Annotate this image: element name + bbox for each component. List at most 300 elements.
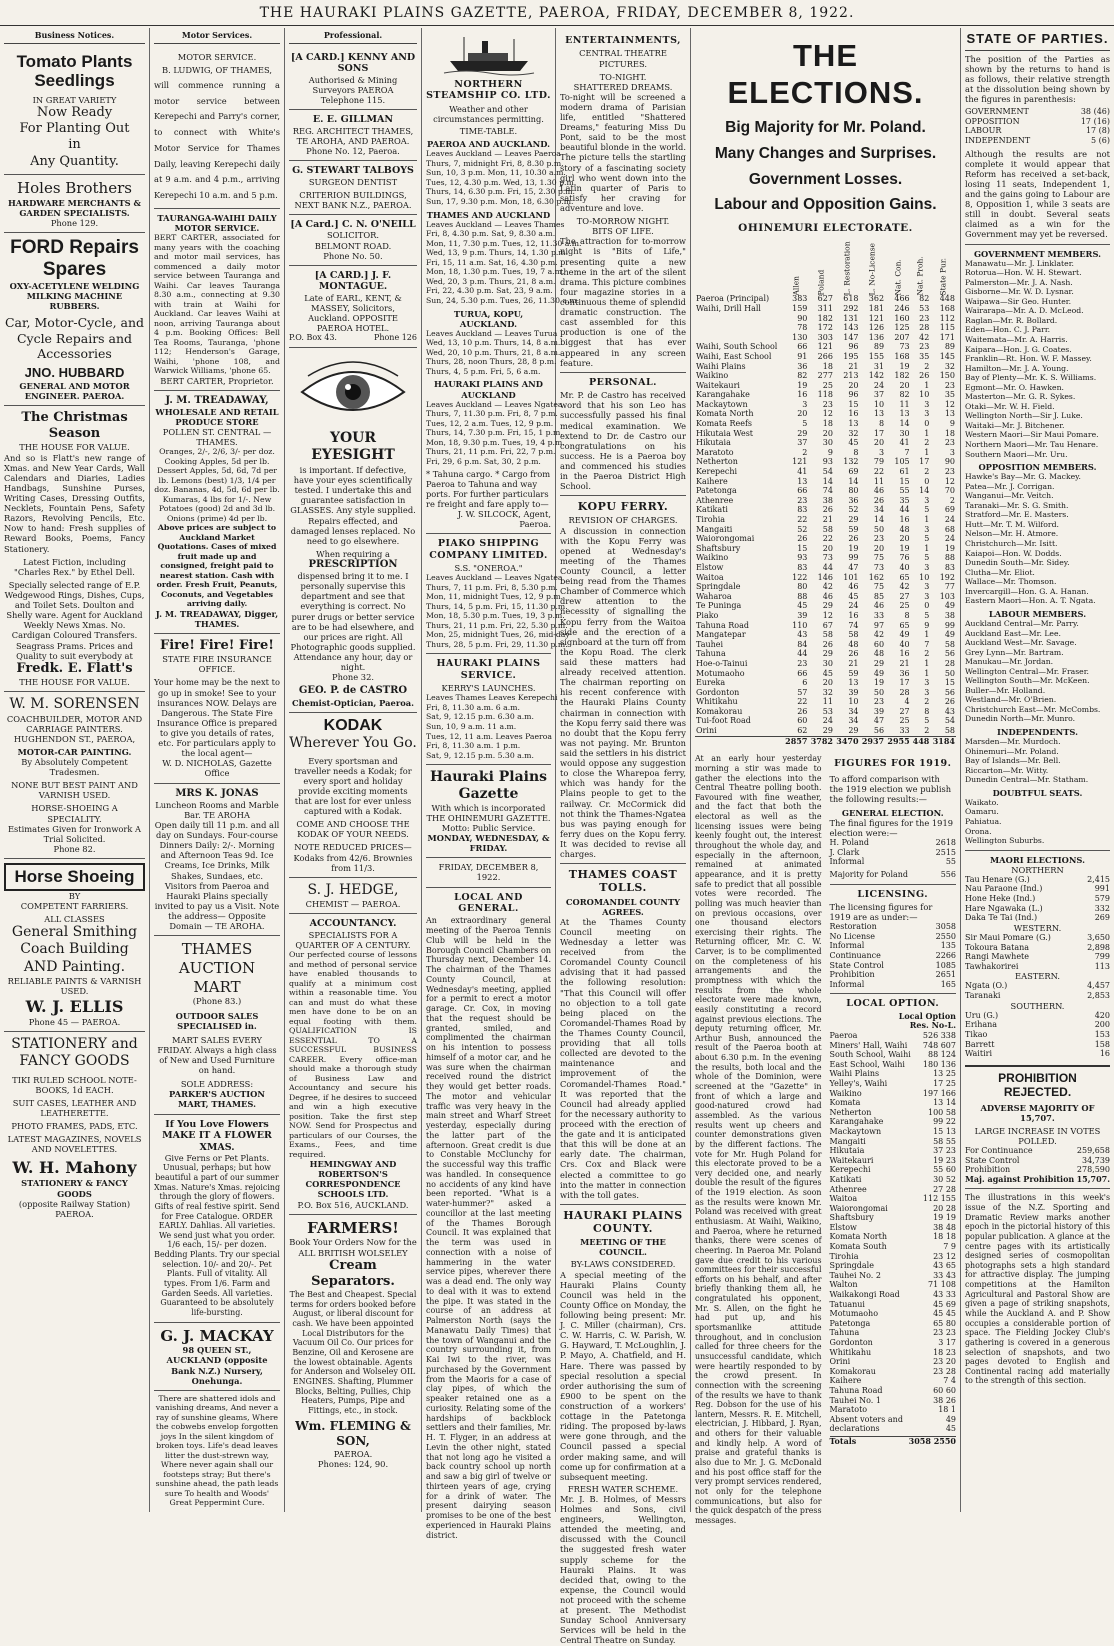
table-row — [695, 467, 956, 477]
kv-row — [830, 1031, 957, 1041]
table-cell: 69 — [944, 505, 955, 515]
table-cell: 5 — [924, 716, 930, 726]
list-title: INDEPENDENTS. — [997, 726, 1078, 737]
list-item: Masterton—Mr. G. R. Sykes. — [965, 392, 1076, 402]
text-line: EASTERN. — [1015, 971, 1060, 982]
table-cell: 14 — [822, 476, 833, 486]
electorate-title: OHINEMURI ELECTORATE. — [738, 221, 913, 234]
timetable-row: Mon, 25, midnight Tues, 26, mid-day — [426, 630, 570, 640]
kv-row — [830, 1127, 957, 1137]
table-row — [695, 390, 956, 400]
text-line: The licensing figures for 1919 are as under:— — [829, 902, 933, 923]
table-cell: 44 — [822, 562, 833, 572]
table-cell: 52 — [797, 524, 808, 534]
list-title: LABOUR MEMBERS. — [988, 608, 1087, 619]
table-cell: 73 — [899, 342, 910, 352]
section-title: ENTERTAINMENTS, — [565, 35, 681, 46]
table-cell: 105 — [894, 457, 910, 467]
ad-line: IN GREAT VARIETY — [32, 94, 117, 105]
list-item: Raglan—Mr. R. Bollard. — [965, 315, 1058, 325]
ad-line: Phone 32. — [331, 672, 374, 683]
ad-line: STATIONERY & FANCY GOODS — [21, 1178, 128, 1199]
ad-line: MILKING MACHINE RUBBERS. — [26, 290, 123, 311]
ad-line: SPECIALISTS FOR A QUARTER OF A CENTURY. — [295, 929, 411, 951]
talboys-card — [289, 161, 417, 215]
kv-value: 3058 — [908, 1435, 931, 1446]
column-header — [808, 236, 834, 294]
table-cell: 1 — [924, 658, 930, 668]
kv-label: Waikino — [829, 1088, 862, 1098]
holes-ad — [4, 175, 145, 233]
table-cell: 14 — [899, 419, 910, 429]
ad-body: Your home may be the next to go up in smoke! See to your insurances NOW. Delays are Dangerous. The State Fire Insurance Office is prepared to give you details of rates, etc. For particulars apply to the local agent— — [154, 677, 280, 759]
kv-value: 43 65 — [933, 1261, 956, 1271]
table-cell: 15 — [797, 543, 808, 553]
kv-value: 15,707. — [1076, 1173, 1110, 1184]
booth-name: Mackaytown — [696, 399, 748, 409]
kv-row — [965, 933, 1110, 943]
list-item: Orona. — [965, 826, 992, 836]
column-header-label: Allen — [791, 276, 801, 296]
ad-title: STATIONERY and FANCY GOODS — [11, 1035, 138, 1070]
ad-body: Specially selected range of E.P. Wedgewood Rings, Dishes, Cups, and Toilet Sets. Doulton and Shelly ware. Agent for Auckland Weekly News Xmas. No. Cardigan Coloured Transfers. Seagrass Prams. Prices and Quality to suit everybody at — [4, 579, 145, 661]
kv-value: 15 13 — [933, 1126, 956, 1136]
kv-label: Kaihere — [829, 1376, 862, 1386]
table-cell: 7 — [904, 447, 910, 457]
table-cell: 19 — [899, 361, 910, 371]
member-list — [965, 472, 1110, 606]
timetable-row: Thurs, 28, noon Thurs, 28, 8 p.m. — [426, 357, 557, 367]
table-cell: 30 — [899, 428, 910, 438]
table-cell: 383 — [792, 294, 808, 304]
table-cell: 54 — [944, 716, 955, 726]
table-cell: 56 — [944, 649, 955, 659]
member-list — [965, 798, 1110, 846]
kv-value: 7 9 — [943, 1242, 956, 1252]
column-header-label: L. Restoration — [842, 241, 852, 296]
ad-line: Phone 129. — [50, 217, 99, 228]
timetable-row: Thurs, 21, 11 p.m. Fri, 22, 5.30 p.m. — [426, 620, 568, 630]
table-cell: 19 — [899, 543, 910, 553]
kv-value: 18 1 — [938, 1405, 956, 1415]
ludwig-ad — [154, 48, 280, 209]
table-cell: 3782 — [808, 736, 834, 746]
maori-results — [965, 981, 1110, 1000]
kenny-card — [289, 48, 417, 110]
booth-name: Komata North — [696, 409, 754, 419]
kv-value: 113 — [1094, 961, 1110, 971]
kv-label: Hikutaia — [829, 1146, 865, 1156]
table-cell: 5 — [924, 534, 930, 544]
ad-title: Fire! Fire! Fire! — [159, 637, 275, 653]
ad-line: Late of EARL, KENT, & MASSEY, Solicitors, Auckland. OPPOSITE PAEROA HOTEL. — [304, 292, 402, 334]
table-cell: 28 — [919, 323, 930, 333]
timetable-heading: PAEROA AND AUCKLAND. — [426, 139, 551, 150]
table-cell: 3 — [924, 678, 930, 688]
table-cell: 74 — [848, 620, 859, 630]
ad-line: J. M. TREADAWAY, Digger, THAMES. — [155, 608, 279, 629]
text-line: SHATTERED DREAMS. — [573, 81, 673, 92]
kv-row — [830, 1156, 957, 1166]
kv-label: Komata South — [829, 1242, 887, 1252]
booth-name: Hikutaia West — [696, 428, 754, 438]
elections-subheadline: Government Losses. — [748, 170, 903, 188]
table-cell: 49 — [873, 668, 885, 678]
kv-value: 556 — [940, 870, 956, 880]
timetable-row: Fri, 15, 11 a.m. Sat, 16, 4.30 p.m. — [426, 257, 558, 267]
list-item: Manawatu—Mr. J. Linklater. — [965, 258, 1074, 268]
table-cell: 110 — [792, 620, 808, 630]
table-cell: 121 — [792, 457, 808, 467]
list-item: Hamilton—Mr. J. A. Young. — [965, 363, 1069, 373]
table-cell: 20 — [899, 534, 910, 544]
table-cell: 21 — [848, 361, 859, 371]
table-cell: 112 — [939, 313, 955, 323]
ad-line: Estimates Given for Ironwork A Trial Solicited. — [7, 823, 142, 844]
ad-body: Every sportsman and traveller needs a Kodak; for every sport and holiday provide exciting moments that are lost for ever unless captured with a Kodak. — [294, 755, 412, 817]
table-cell: 23 — [944, 380, 955, 390]
table-cell: 16 — [848, 610, 859, 620]
kv-row — [830, 1319, 957, 1329]
kv-label: Yelley's, Waihi — [829, 1078, 888, 1088]
article-body: The illustrations in this week's issue of the N.Z. Sporting and Dramatic Review marks another epoch in the pictorial history of this popular publication. A glance at the centre pages with its artistically designed series of cosmopolitan photographs sets a high standard for attractive display. The jumping competitions at the Hamilton Agricultural and Pastoral Show are given a page of striking snapshots, while the Auckland A. and P. Show occupies a considerable portion of space. The Fielding Jockey Club's gathering is covered in a generous selection of snapshots, and two pages devoted to English and Continental racing add materially to the strength of this section. — [965, 1193, 1110, 1386]
kv-value: 4,457 — [1087, 981, 1110, 991]
text-line: MEETING OF THE COUNCIL. — [580, 1237, 666, 1258]
table-cell: 97 — [873, 620, 885, 630]
text-line: COROMANDEL COUNTY AGREES. — [565, 896, 681, 917]
kv-label: Maratoto — [829, 1405, 868, 1415]
farmers-ad — [289, 1215, 417, 1473]
table-row — [695, 294, 956, 304]
timetable-row: Leaves Auckland — Leaves Ngatea — [426, 573, 563, 583]
list-item: Franklin—Rt. Hon. W. F. Massey. — [965, 354, 1092, 364]
table-row — [695, 592, 956, 602]
kv-label: Prohibition — [829, 970, 875, 980]
kv-label: Tokoura Batana — [965, 942, 1030, 952]
kv-value: 579 — [1094, 894, 1110, 904]
kv-label: Restoration — [829, 922, 877, 932]
list-item: Manukau—Mr. Jordan. — [965, 657, 1054, 667]
table-cell: 20 — [797, 409, 808, 419]
article-body: Mr. J. B. Holmes, of Messrs Holmes and Sons, civil engineers, Wellington, attended the meeting, and discussed with the Council the suggested fresh water supply scheme for the Hauraki Plains. It was decided that, owing to the expense, the Council would not proceed with the scheme at present. The Methodist Sunday School Anniversary Services will be held in the Central Theatre on Sunday. — [560, 1493, 686, 1646]
ad-line: in — [68, 137, 81, 153]
list-item: Dunedin South—Mr. Sidey. — [965, 558, 1070, 568]
list-item: Dunedin North—Mr. Munro. — [965, 714, 1076, 724]
table-cell: 46 — [848, 582, 859, 592]
article-body: At an early hour yesterday morning a stir was made to gather the elections into the Central Theatre polling booth. Favoured with fine weather, and the fact that both the electoral as well as the licensing issues were being keenly fought out, the interest throughout the whole day, and especially in the afternoon, remained at animated appearance, and it is pretty safe to predict that all possible votes were recorded. The polling was much heavier than on previous occasions, over one thousand electors exercising their rights. The Returning officer, Mr. C. W. Carver, is to be complimented on the completeness of his arrangements and the promptness with which the results from the whole electorate were made known, easily constituting a record against previous elections. The deputy returning officer, Mr. Arthur Bush, announced the result of the Paeroa booth at about 6.30 p.m. In the evening the results, both local and the whole of the Dominion, were screened at the "Gazette" in front of which a large and good-natured crowd had assembled. As the various results went up cheers and counter demonstrations given by the different factions. The vote for Mr. Hugh Poland for this electorate proved to be a very decided one, and nearly double the result of the figures of the 1919 election. As soon as the results were known Mr. Poland was received with great enthusiasm. At Waihi, Waikino, and Paeroa, where he returned thanks, there were scenes of cheering. In Paeroa Mr. Poland gave due credit to his various committees for their successful efforts on his behalf, and after briefly thanking them all, he congratulated his opponent, Mr. S. Allen, on the fight he had put up, and his sportsmanlike attitude throughout, and in conclusion called for three cheers for the unsuccessful candidate, which were heartily responded to by the crowd present. In connection with the screening of the results we have to thank Reg. Dobson for the use of his lantern, Messrs. R. E. Mitchell, electrician, J. Hibbard, J. Ryan, and others for their valuable and kindly help. A word of praise and grateful thanks is also due to Mr. J. G. McDonald and his post office staff for the very prompt services rendered, not only for the telephone communications, but also for the quick despatch of the press messages. — [695, 754, 822, 1525]
kv-row — [965, 991, 1110, 1001]
kv-label: Waitiri — [965, 1049, 993, 1059]
booth-name: Athenree — [696, 495, 734, 505]
list-item: Southern Maori—Mr. Uru. — [965, 449, 1068, 459]
table-cell: 26 — [944, 697, 955, 707]
table-cell: 45 — [822, 668, 833, 678]
table-cell: 266 — [817, 351, 833, 361]
kv-row — [830, 1213, 957, 1223]
kv-row — [830, 1108, 957, 1118]
table-cell: 93 — [822, 457, 833, 467]
timetable-row: Sat, 9, 12.15 p.m. 5.30 a.m. — [426, 750, 534, 760]
timetable-row: Leaves Auckland — Leaves Turua — [426, 328, 558, 338]
table-cell: 448 — [939, 294, 955, 304]
ad-line: Luncheon Rooms and Marble Bar. TE AROHA — [155, 799, 279, 820]
booth-name: Hoe-o-Tainui — [696, 658, 748, 668]
table-row — [695, 678, 956, 688]
table-cell: 53 — [822, 706, 833, 716]
kv-row — [965, 943, 1110, 953]
table-cell: 56 — [944, 687, 955, 697]
table-cell: 43 — [944, 706, 955, 716]
table-cell: 246 — [894, 303, 910, 313]
table-cell: 6 — [802, 678, 808, 688]
table-cell: 90 — [944, 457, 955, 467]
booth-name — [695, 314, 783, 324]
kv-value: 23 12 — [933, 1251, 956, 1261]
table-cell: 17 — [873, 428, 885, 438]
table-cell: 3 — [802, 399, 808, 409]
table-cell: 45 — [797, 601, 808, 611]
table-cell: 58 — [848, 630, 859, 640]
booth-name: Springdale — [696, 582, 741, 592]
kv-row — [965, 1040, 1110, 1050]
table-cell: 126 — [868, 323, 885, 333]
list-item: Grey Lynn—Mr. Bartram. — [965, 647, 1064, 657]
ad-line: OUTDOOR SALES SPECIALISED in. — [175, 1010, 259, 1031]
table-cell: 3 — [924, 591, 930, 601]
ad-title: FARMERS! — [307, 1218, 399, 1237]
table-cell: 88 — [944, 553, 955, 563]
member-list — [965, 259, 1110, 459]
table-cell: 168 — [939, 303, 955, 313]
booth-name: Maratoto — [696, 447, 734, 457]
table-row — [695, 314, 956, 324]
kv-value: 2,898 — [1087, 942, 1110, 952]
table-cell: 159 — [792, 303, 808, 313]
hedge-ad — [289, 878, 417, 915]
timetable-row: Fri, 29, 6 p.m. Sat, 30, 2 p.m. — [426, 456, 541, 466]
ad-line: COME AND CHOOSE THE KODAK OF YOUR NEEDS. — [296, 819, 410, 840]
kv-label: Waihi Plains — [829, 1069, 880, 1079]
list-item: Wallace—Mr. Thomson. — [965, 577, 1057, 587]
table-cell: 130 — [792, 332, 808, 342]
table-cell: 42 — [919, 332, 930, 342]
column-header: Professional. — [289, 31, 417, 44]
article-body: A discussion in connection with the Kopu Ferry was opened at Wednesday's meeting of the Thames County Council, a letter being read from the Thames Chamber of Commerce which drew attention to the necessity of signalling the Kopu ferry from the Waitoa side and the erection of a signboard at the turn off from the Kopu Road. The clerk said these matters had already received attention. The chairman reporting on his recent conference with the Hauraki Plains County chairman in connection with the Kopu ferry said there was no doubt that the Kopu ferry was not paying. Mr. Brunton said the settlers in his district would oppose any suggestion to close the Wharepoa ferry, which was handy for the Plains people to get to the railway. Cr. McCormick did not think the Thames-Ngatea bus was paying enough for ferry dues on the Kopu ferry. It was decided to revise all charges. — [560, 525, 686, 860]
table-cell: 26 — [848, 534, 859, 544]
ad-body: The Best and Cheapest. Special terms for orders booked before August, or liberal discount for cash. We have been appointed Local Distributors for the Vacuum Oil Co. Our prices for Benzine, Oil and Kerosene are the lowest obtainable. Agents for Anderson and Wolseley OIL ENGINES. Shafting, Plummer Blocks, Belting, Pullies, Chip Heaters, Pumps, Pipe and Fittings, etc., in stock. — [289, 1290, 417, 1415]
table-cell: 103 — [939, 591, 955, 601]
table-cell: 7 — [924, 639, 930, 649]
kv-row — [830, 1271, 957, 1281]
table-cell: 466 — [894, 294, 910, 304]
tauranga-ad — [154, 209, 280, 391]
kv-row — [830, 1232, 957, 1242]
table-cell: 26 — [848, 649, 859, 659]
list-item: Westland—Mr. O'Brien. — [965, 695, 1057, 705]
kv-value: 17 (16) — [1080, 116, 1110, 126]
ad-line: OXY-ACETYLENE WELDING — [9, 280, 140, 291]
section-title: THAMES COAST TOLLS. — [568, 868, 678, 895]
table-row — [695, 438, 956, 448]
kv-label: Uru (G.) — [965, 1010, 999, 1020]
list-item: Taranaki—Mr. S. G. Smith. — [965, 500, 1069, 510]
kv-row — [830, 1165, 957, 1175]
text-line: TIME-TABLE. — [459, 126, 518, 136]
ad-line: RELIABLE PAINTS & VARNISH USED. — [7, 976, 142, 997]
table-cell: 28 — [944, 658, 955, 668]
table-cell: 99 — [944, 620, 955, 630]
kv-value: 65 80 — [933, 1318, 956, 1328]
table-cell: 49 — [944, 601, 955, 611]
table-cell: 3470 — [834, 736, 860, 746]
ad-line: Phone No. 12, Paeroa. — [306, 145, 400, 156]
ad-line: Authorised & Mining Surveyors PAEROA — [308, 74, 398, 95]
booth-name: Tirohia — [696, 515, 726, 524]
table-cell: 36 — [797, 361, 808, 371]
table-cell: 3 — [924, 495, 930, 505]
table-cell: 44 — [797, 649, 808, 659]
booth-name: Shaftsbury — [696, 543, 741, 553]
ad-line: Phone 82. — [53, 843, 96, 854]
list-item: Wanganui—Mr. Veitch. — [965, 491, 1054, 501]
kv-label: Orini — [829, 1357, 851, 1367]
list-item: Clutha—Mr. Eliot. — [965, 567, 1035, 577]
ad-line: General Smithing — [11, 923, 138, 940]
kv-label: Paeroa — [829, 1031, 858, 1041]
table-cell: 21 — [848, 658, 859, 668]
table-cell: 1 — [924, 447, 930, 457]
timetable-row: Fri, 8, 11.30 a.m. 6 a.m. — [426, 702, 520, 712]
table-cell: 24 — [944, 534, 955, 544]
timetable — [426, 399, 565, 467]
table-cell: 155 — [868, 351, 885, 361]
table-cell: 1 — [924, 543, 930, 553]
kv-label: Komata — [829, 1098, 861, 1108]
text-line: WESTERN. — [1013, 922, 1062, 933]
table-row — [695, 649, 956, 659]
ad-body: will commence running a motor service between Kerepechi and Parry's corner, to connect with White's Motor Service for Thames Daily, leaving Kerepechi daily at 9 a.m. and 4 p.m., arriving Kerepechi 10 a.m. and 5 p.m. — [154, 79, 280, 201]
booth-name: Waiorongomai — [696, 534, 755, 544]
kv-label: Karangahake — [829, 1117, 884, 1127]
kv-label: Tahuna — [829, 1328, 860, 1338]
table-cell: 26 — [919, 371, 930, 381]
kv-value: 33 43 — [933, 1270, 956, 1280]
kv-label: Gordonton — [829, 1338, 873, 1348]
table-cell: 29 — [797, 428, 808, 438]
table-cell: 118 — [817, 390, 833, 400]
table-cell: 195 — [843, 351, 859, 361]
list-item: Wellington Central—Mr. Fraser. — [965, 666, 1090, 676]
ad-line: When requiring a — [316, 548, 390, 559]
table-cell: 59 — [848, 668, 859, 678]
kv-label: Taranaki — [965, 991, 1001, 1001]
maori-results — [965, 1011, 1110, 1059]
list-title: OPPOSITION MEMBERS. — [978, 462, 1097, 473]
kv-label: Tau Henare (G.) — [965, 874, 1030, 884]
kv-label: Waikakongi Road — [829, 1290, 900, 1300]
ad-body: Unusual, perhaps; but how beautiful a part of our summer Xmas. Nature's Xmas. rejoicing through the glory of flowers. Gifts of real festive spirit. Send for Free Catalogue. ORDER EARLY. Dahlias. All varieties. We send just what you order. 1/6 each, 15/- per dozen. Bedding Plants. Try our special selection. 10/- and 20/-. Pet Plants. Full of vitality. All types. From 1/6. Farm and Garden Seeds. All varieties. Guaranteed to be absolutely life-bursting. — [154, 1163, 281, 1317]
timetable-row: Fri, 22, 4.30 p.m. Sat, 23, 9 a.m. — [426, 286, 553, 296]
ad-line: SOLE ADDRESS: — [180, 1079, 254, 1090]
section-title: STATE OF PARTIES. — [965, 31, 1110, 51]
table-row — [695, 352, 956, 362]
section-title: KOPU FERRY. — [577, 500, 669, 514]
table-cell: 121 — [868, 313, 885, 323]
kv-row — [830, 1089, 957, 1099]
column-header — [930, 236, 956, 294]
kv-value: 88 124 — [928, 1050, 956, 1060]
list-item: Christchurch—Mr. Isitt. — [965, 539, 1058, 549]
booth-name: Komakorau — [696, 706, 743, 716]
ad-title: THAMES AUCTION MART — [178, 940, 256, 996]
kv-value: 18 23 — [933, 1347, 956, 1357]
table-cell: 30 — [822, 658, 833, 668]
article-body: At the Thames County Council meeting on Wednesday a letter was received from the Coromandel County Council advising that it had passed the following resolution: "That this Council will offer no objection to a toll gate being placed on the Coromandel-Thames Road by the Thames County Council, providing that all tolls collected are devoted to the maintenance and improvement of the Coromandel-Thames Road." It was reported that the Council had already applied for the necessary authority to proceed with the erection of the gate and it is anticipated that this will be done at an early date. The chairman, Crs. Cox and Black were elected a committee to go into the matter in connection with the toll gates. — [560, 916, 686, 1200]
booth-name: Tui-foot Road — [696, 716, 751, 726]
kv-row — [965, 1146, 1110, 1156]
kv-label: OPPOSITION — [965, 116, 1020, 126]
kv-value: 55 — [945, 857, 956, 867]
table-cell: 42 — [899, 582, 910, 592]
table-cell: 3 — [924, 687, 930, 697]
table-cell: 25 — [899, 601, 910, 611]
booth-name: Waikino — [696, 553, 729, 563]
booth-name: Hikutaia — [696, 438, 731, 448]
text-line: J. W. SILCOCK, Agent, Paeroa. — [457, 508, 551, 530]
kv-row — [830, 970, 957, 980]
kv-row — [830, 922, 957, 932]
kv-value: 38 48 — [933, 1222, 956, 1232]
text-line: BITS OF LIFE. — [592, 226, 654, 237]
table-cell: 58 — [944, 639, 955, 649]
timetable-row: Mon, 11, midnight Tues, 12, 9 p.m. — [426, 592, 564, 602]
text-line: Motto: Public Service. — [441, 822, 536, 833]
kv-label: State Control — [965, 1155, 1020, 1165]
booth-name: Kaihere — [696, 476, 728, 486]
table-cell: 32 — [848, 428, 859, 438]
kv-row — [830, 1204, 957, 1214]
table-cell: 13 — [797, 476, 808, 486]
table-cell: 34 — [848, 716, 859, 726]
text-line: With which is incorporated THE OHINEMURI GAZETTE. — [426, 802, 551, 823]
table-cell: 73 — [873, 562, 885, 572]
kv-row — [830, 1280, 957, 1290]
timetable-row: Thurs, 14, 6.30 p.m. Fri, 15, 2.30 p.m. — [426, 187, 575, 197]
timetable-row: Fri, 8, 11.30 a.m. 1 p.m. — [426, 741, 521, 751]
table-cell: 1 — [924, 428, 930, 438]
table-cell: 143 — [843, 323, 859, 333]
kv-value: Local Option — [898, 1010, 956, 1021]
timetable-row: Mon, 18, 1.30 p.m. Tues, 19, 7 a.m. — [426, 267, 565, 277]
table-row — [695, 333, 956, 343]
table-cell: 58 — [944, 726, 955, 736]
timetable-row: Sun, 10, 9 a.m. 11 a.m. — [426, 721, 517, 731]
kv-label: Mangaiti — [829, 1136, 866, 1146]
table-cell: 48 — [899, 524, 910, 534]
ad-line: Coach Building AND Painting. — [20, 941, 129, 975]
table-cell: 23 — [797, 495, 808, 505]
kv-label: Katikati — [829, 1174, 862, 1184]
table-cell: 142 — [868, 371, 885, 381]
list-item: Bay of Plenty—Mr. K. S. Williams. — [965, 373, 1097, 383]
kv-value: 16 — [1099, 1049, 1110, 1059]
ad-line: TIKI RULED SCHOOL NOTE-BOOKS, 1d EACH. — [12, 1074, 137, 1095]
table-cell: 24 — [944, 515, 955, 524]
ad-body: Our perfected course of lessons and method of personal service have enabled thousands to qualify at a minimum cost within a reasonable time. You can and must do what these men have done to be on an equal footing with them. QUALIFICATION IS ESSENTIAL TO A SUCCESSFUL BUSINESS CAREER. Every office-man should make a thorough study of Business Law and Accountancy and secure his Degree, if he desires to succeed and win a high executive position. Take the first step NOW. Send for Prospectus and particulars of our Courses, the Exams., Fees, and time required. — [289, 950, 417, 1159]
column-business-notices — [0, 28, 150, 1512]
kv-row — [965, 1011, 1110, 1021]
table-row — [695, 573, 956, 583]
